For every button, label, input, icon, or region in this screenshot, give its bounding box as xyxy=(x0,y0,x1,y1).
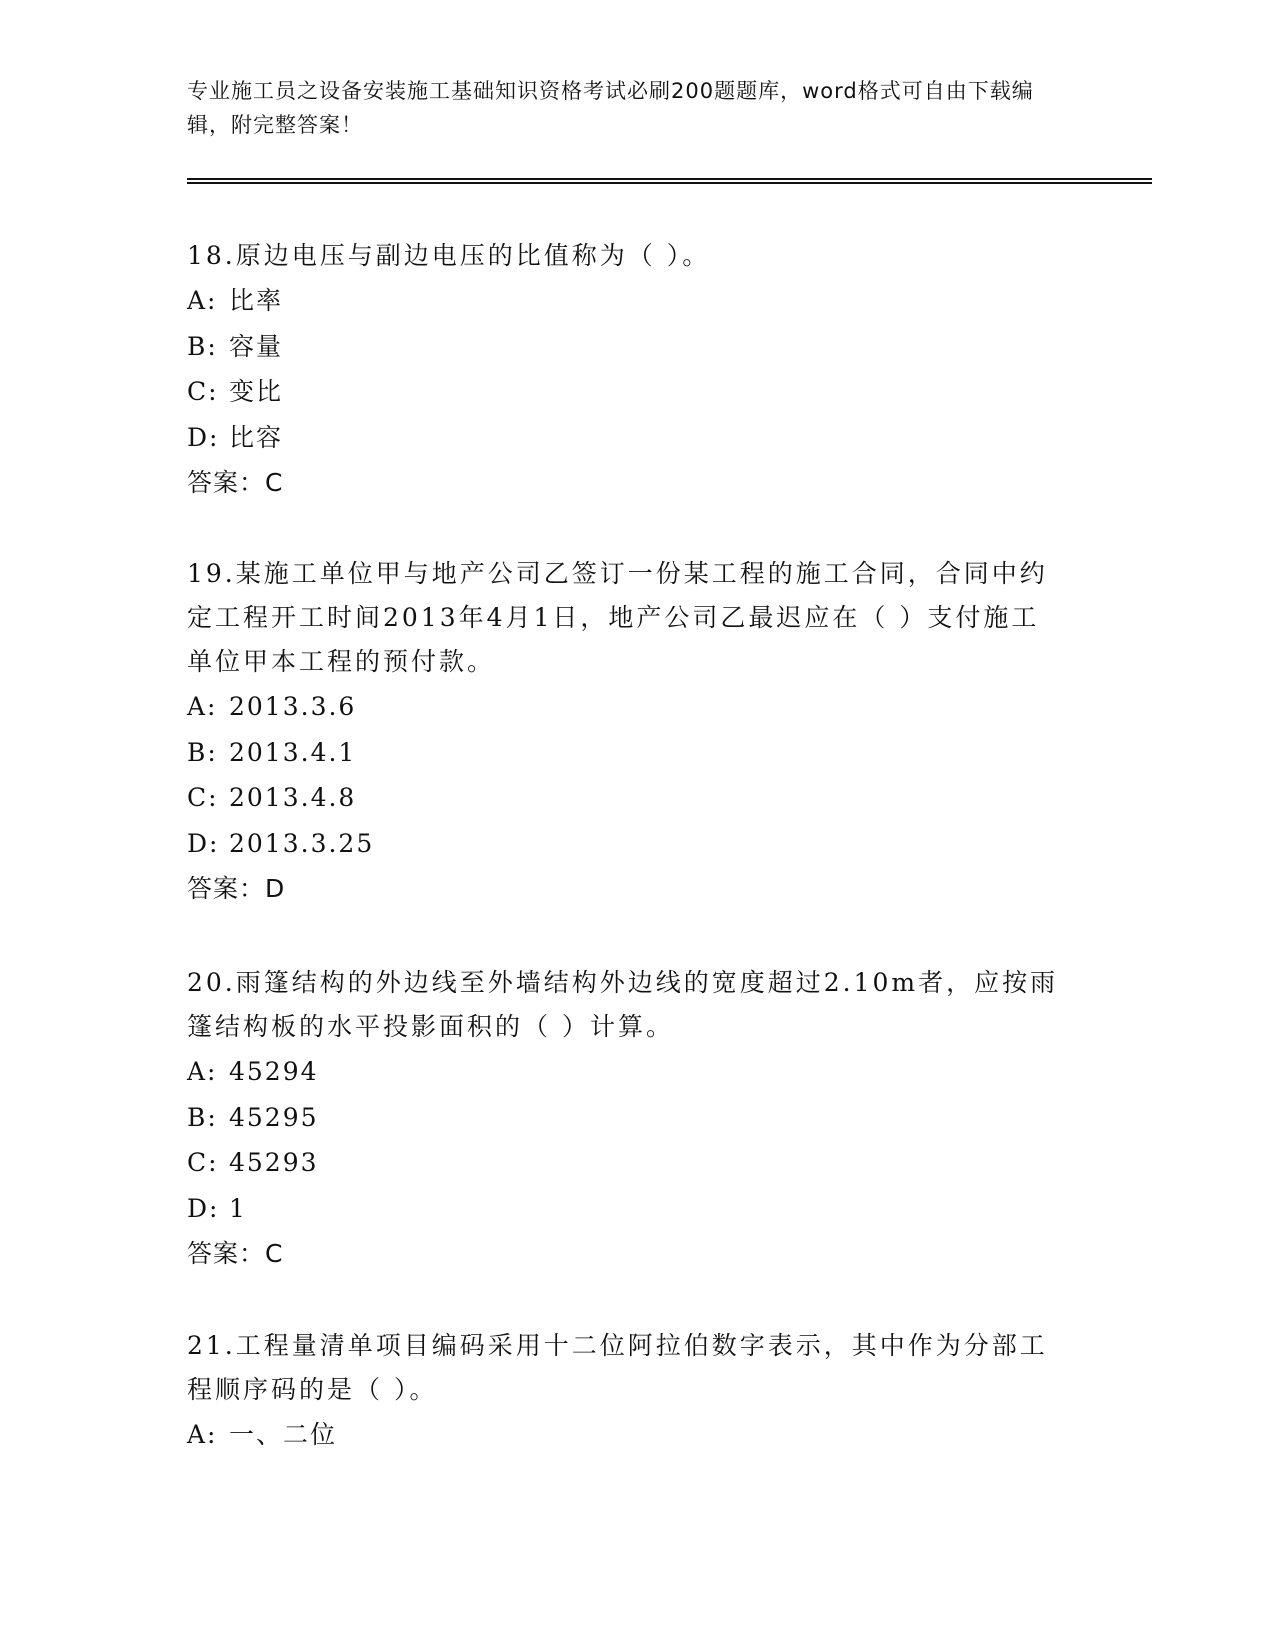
option-text: 变比 xyxy=(229,377,284,406)
option-letter: D: xyxy=(187,1193,220,1223)
option-letter: B: xyxy=(187,1102,218,1132)
option-b xyxy=(187,730,1067,776)
question-20 xyxy=(187,961,1067,1276)
option-text: 容量 xyxy=(229,331,284,361)
option-letter: A: xyxy=(187,692,218,721)
question-19 xyxy=(187,552,1067,911)
question-text: 18.原边电压与副边电压的比值称为（ ）。 xyxy=(187,241,711,270)
option-a xyxy=(187,684,1067,730)
option-text: 一、二位 xyxy=(229,1420,338,1449)
option-d xyxy=(187,415,1067,461)
option-c xyxy=(187,775,1067,821)
option-letter: D: xyxy=(187,828,220,858)
option-d xyxy=(187,1186,1067,1232)
option-letter: A: xyxy=(187,286,218,315)
option-text: 比率 xyxy=(229,286,284,315)
option-b xyxy=(187,324,1067,370)
option-c xyxy=(187,369,1067,415)
question-18 xyxy=(187,234,1067,505)
option-letter: B: xyxy=(187,737,218,767)
option-text: 2013.3.6 xyxy=(229,692,357,721)
option-d xyxy=(187,821,1067,867)
option-letter: A: xyxy=(187,1420,218,1449)
answer-line: 答案：D xyxy=(187,874,286,903)
answer-line: 答案：C xyxy=(187,1239,284,1268)
option-letter: B: xyxy=(187,331,218,361)
option-letter: C: xyxy=(187,1148,219,1177)
question-text: 19.某施工单位甲与地产公司乙签订一份某工程的施工合同，合同中约定工程开工时间2013年4月1日，地产公司乙最迟应在（ ）支付施工单位甲本工程的预付款。 xyxy=(187,559,1048,676)
option-a xyxy=(187,278,1067,324)
header-divider-bottom xyxy=(187,182,1152,184)
option-text: 1 xyxy=(229,1193,247,1223)
option-text: 2013.4.1 xyxy=(229,737,357,767)
option-text: 2013.4.8 xyxy=(229,783,357,812)
option-letter: C: xyxy=(187,377,219,406)
header-divider-top xyxy=(187,178,1152,180)
question-text: 21.工程量清单项目编码采用十二位阿拉伯数字表示，其中作为分部工程顺序码的是（ ）。 xyxy=(187,1331,1048,1404)
option-letter: A: xyxy=(187,1057,218,1086)
question-text: 20.雨篷结构的外边线至外墙结构外边线的宽度超过2.10m者，应按雨篷结构板的水平投影面积的（ ）计算。 xyxy=(187,968,1059,1041)
option-text: 45295 xyxy=(229,1102,319,1132)
option-text: 45293 xyxy=(229,1148,319,1177)
option-b xyxy=(187,1095,1067,1141)
option-letter: C: xyxy=(187,783,219,812)
document-header: 专业施工员之设备安装施工基础知识资格考试必刷200题题库，word格式可自由下载编辑，附完整答案！ xyxy=(187,79,1034,137)
option-text: 45294 xyxy=(229,1057,319,1086)
option-a xyxy=(187,1412,1067,1458)
option-letter: D: xyxy=(187,422,220,452)
option-a xyxy=(187,1049,1067,1095)
answer-line: 答案：C xyxy=(187,468,284,497)
question-21 xyxy=(187,1324,1067,1458)
option-text: 比容 xyxy=(229,422,284,452)
option-c xyxy=(187,1140,1067,1186)
option-text: 2013.3.25 xyxy=(229,828,375,858)
